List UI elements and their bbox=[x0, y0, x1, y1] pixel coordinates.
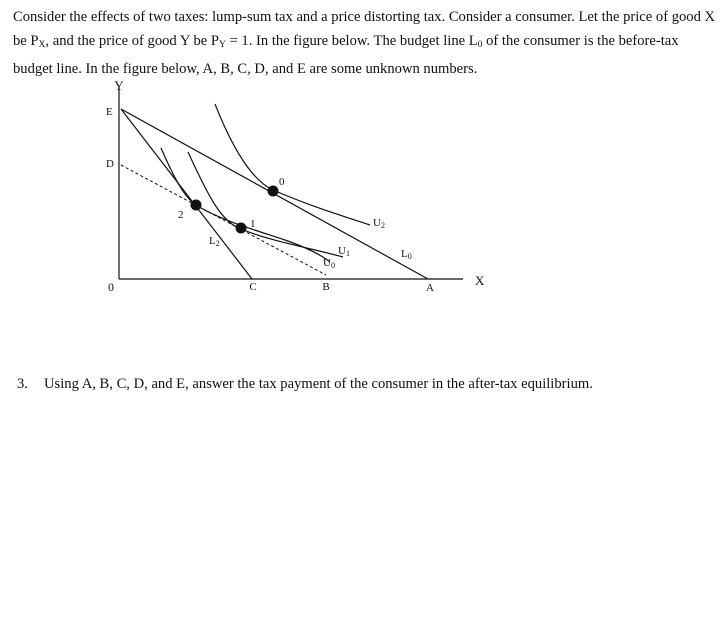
b-label: B bbox=[322, 281, 330, 293]
equilibrium-point-0 bbox=[268, 186, 279, 197]
l0-label: L0 bbox=[401, 248, 412, 261]
indifference-curve-u2 bbox=[215, 104, 370, 225]
origin-label: 0 bbox=[108, 280, 114, 294]
problem-statement: Consider the effects of two taxes: lump-sum tax and a price distorting tax. Consider a consumer. Let the price of good X be $P_X$, and the price of good Y be $P_Y = 1$. In the figure below. The budget line $L_0$ of the consumer is the before-tax budget line. In the figure below, A, B, C, D, and E are some unknown numbers. bbox=[13, 9, 716, 77]
equilibrium-point-2 bbox=[191, 200, 202, 211]
dashed-line-db bbox=[121, 165, 326, 275]
l2-label: L2 bbox=[209, 235, 220, 248]
point-0-label: 0 bbox=[279, 176, 285, 188]
e-label: E bbox=[106, 106, 113, 118]
u1-label: U1 bbox=[338, 245, 350, 258]
y-axis-label: Y bbox=[114, 78, 124, 93]
u2-label: U2 bbox=[373, 217, 385, 230]
point-2-label: 2 bbox=[178, 209, 184, 221]
x-axis-label: X bbox=[475, 273, 485, 288]
budget-line-l2 bbox=[121, 109, 252, 279]
equilibrium-point-1 bbox=[236, 223, 247, 234]
a-label: A bbox=[426, 282, 434, 294]
c-label: C bbox=[249, 281, 257, 293]
u0-label: U0 bbox=[323, 257, 335, 270]
point-1-label: 1 bbox=[250, 218, 256, 230]
question-3: 3. Using A, B, C, D, and E, answer the tax payment of the consumer in the after-tax equilibrium. bbox=[17, 376, 593, 392]
d-label: D bbox=[106, 158, 114, 170]
